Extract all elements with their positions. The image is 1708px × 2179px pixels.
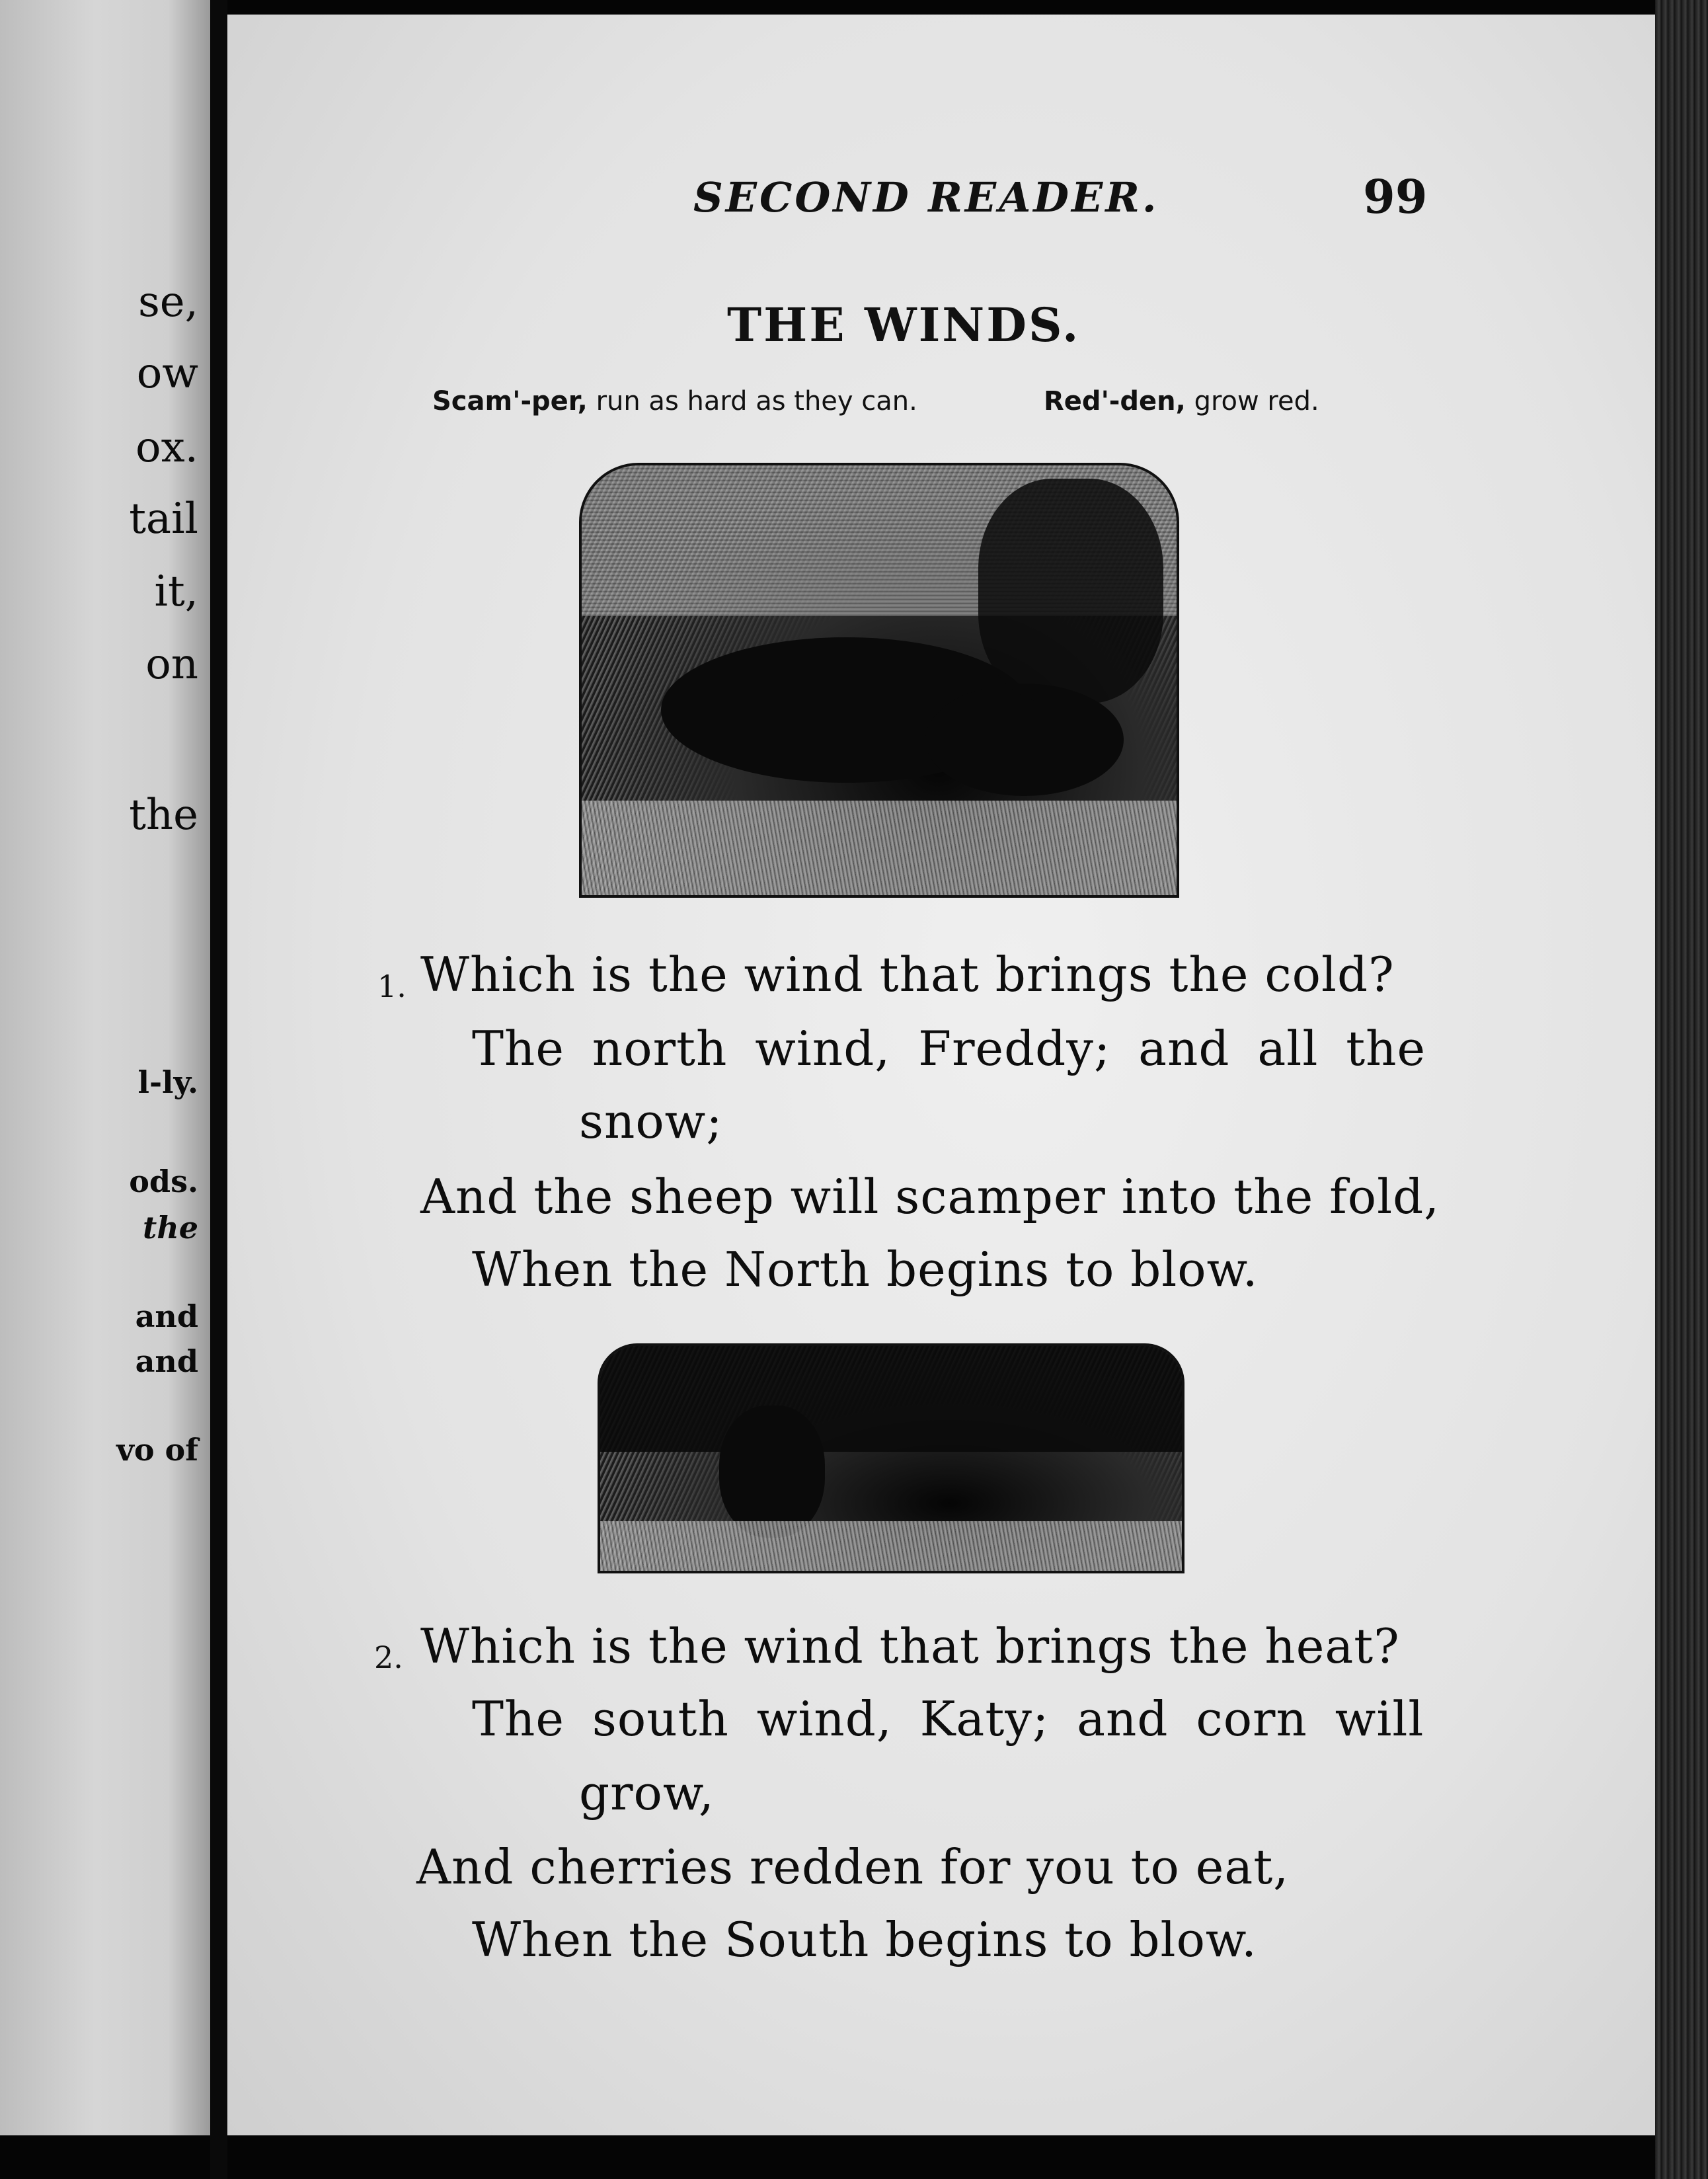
book-page (227, 15, 1655, 2135)
poem-line: When the South begins to blow. (472, 1912, 1257, 1967)
harvest-illustration (598, 1343, 1184, 1573)
previous-page-text: vo of (116, 1432, 198, 1468)
poem-line: And cherries redden for you to eat, (416, 1839, 1290, 1895)
illustration-shape (719, 1406, 825, 1538)
vocabulary-entry (432, 386, 917, 416)
previous-page-text: ods. (129, 1164, 198, 1199)
illustration-ground (600, 1521, 1182, 1571)
previous-page-fragment (0, 0, 210, 2135)
illustration-ground (582, 801, 1177, 895)
previous-page-text: ow (136, 349, 198, 398)
stanza-number: 2. (374, 1640, 403, 1675)
illustration-shape (978, 479, 1163, 703)
previous-page-text: on (145, 640, 198, 689)
book-gutter (210, 0, 227, 2179)
previous-page-text: the (129, 791, 198, 840)
poem-line: When the North begins to blow. (472, 1242, 1259, 1297)
poem-line: The south wind, Katy; and corn will (472, 1691, 1424, 1747)
poem-line: The north wind, Freddy; and all the (472, 1021, 1426, 1076)
previous-page-text: and (135, 1298, 198, 1334)
poem-line: And the sheep will scamper into the fold, (420, 1169, 1440, 1224)
lesson-title: THE WINDS. (727, 297, 1081, 352)
poem-line: grow, (579, 1765, 715, 1821)
poem-line: Which is the wind that brings the cold? (420, 947, 1395, 1002)
poem-line: snow; (579, 1093, 723, 1149)
vocabulary-entry (1044, 386, 1319, 416)
sheep-illustration (579, 463, 1179, 898)
previous-page-text: and (135, 1343, 198, 1379)
illustration-shape (600, 1346, 1182, 1452)
previous-page-text: l-ly. (137, 1064, 198, 1100)
vocabulary-definition: grow red. (1194, 386, 1319, 416)
page-edges (1655, 0, 1708, 2179)
vocabulary-word: Red'-den, (1044, 386, 1186, 416)
page-number: 99 (1363, 169, 1428, 224)
previous-page-text: the (143, 1210, 198, 1246)
previous-page-text: tail (129, 495, 198, 543)
previous-page-text: se, (137, 278, 198, 327)
vocabulary-definition: run as hard as they can. (596, 386, 917, 416)
previous-page-text: it, (154, 567, 198, 616)
previous-page-text: ox. (136, 423, 198, 472)
running-head: SECOND READER. (693, 173, 1159, 221)
stanza-number: 1. (377, 969, 407, 1004)
vocabulary-word: Scam'-per, (432, 386, 588, 416)
poem-line: Which is the wind that brings the heat? (420, 1618, 1400, 1674)
